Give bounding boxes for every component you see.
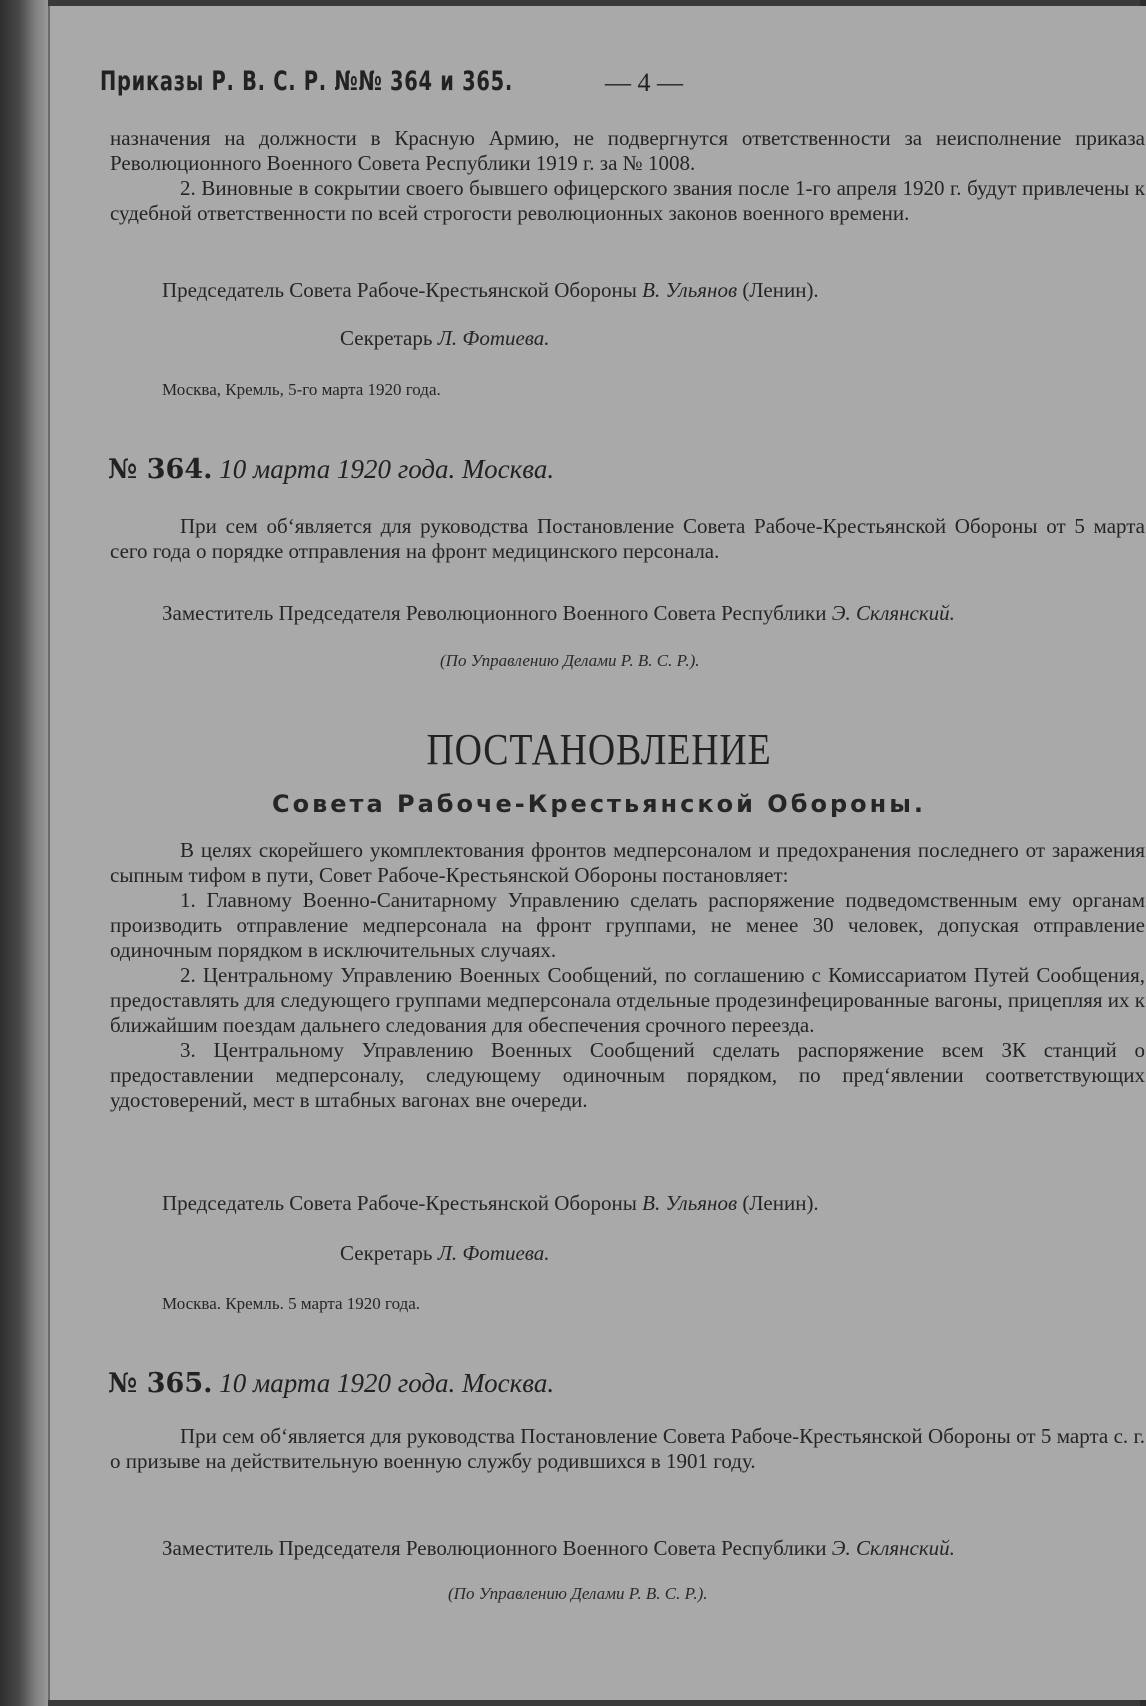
binding-edge bbox=[0, 0, 48, 1706]
chairman-name: В. Ульянов bbox=[642, 1191, 738, 1215]
resolution-point-1: 1. Главному Военно-Санитарному Управлению сделать распоряжение подведомственным ему органам производить отправление медперсонала на фронт группами, не менее 30 человек, допуская отправление одиночным порядком в исключительных случаях. bbox=[110, 888, 1145, 962]
order-365-deputy-signature: Заместитель Председателя Революционного Военного Совета Республики Э. Склянский. bbox=[162, 1536, 955, 1560]
order-364-management: (По Управлению Делами Р. В. С. Р.). bbox=[440, 651, 700, 670]
resolution-body bbox=[110, 838, 1145, 1113]
resolution-title: ПОСТАНОВЛЕНИЕ bbox=[426, 725, 772, 774]
intro-place-date: Москва, Кремль, 5-го марта 1920 года. bbox=[162, 380, 441, 399]
order-364-date: 10 марта 1920 года. Москва. bbox=[219, 454, 555, 484]
intro-secretary-signature: Секретарь Л. Фотиева. bbox=[340, 326, 550, 350]
order-365-management: (По Управлению Делами Р. В. С. Р.). bbox=[448, 1584, 708, 1603]
secretary-name: Л. Фотиева. bbox=[437, 326, 550, 350]
resolution-point-2: 2. Центральному Управлению Военных Сообщений, по соглашению с Комиссариатом Путей Сообщения, предоставлять для следующего группами медперсонала отдельные продезинфецированные вагоны, прицепляя их к ближайшим поездам дальнего следования для обеспечения срочного переезда. bbox=[110, 963, 1145, 1037]
order-364-number: № 364. bbox=[108, 454, 213, 485]
continuation-paragraph: назначения на должности в Красную Армию, не подвергнутся ответственности за неисполнение приказа Революционного Военного Совета Республики 1919 г. за № 1008. bbox=[110, 126, 1145, 175]
secretary-name: Л. Фотиева. bbox=[437, 1241, 550, 1265]
order-365-heading bbox=[108, 1368, 554, 1399]
intro-chairman-signature: Председатель Совета Рабоче-Крестьянской Обороны В. Ульянов (Ленин). bbox=[162, 278, 819, 302]
page-number: — 4 — bbox=[605, 68, 683, 97]
resolution-place-date: Москва. Кремль. 5 марта 1920 года. bbox=[162, 1294, 421, 1313]
chairman-name: В. Ульянов bbox=[642, 278, 738, 302]
order-364-deputy-signature: Заместитель Председателя Революционного Военного Совета Республики Э. Склянский. bbox=[162, 601, 955, 625]
intro-item-2: 2. Виновные в сокрытии своего бывшего офицерского звания после 1-го апреля 1920 г. будут привлечены к судебной ответственности по всей строгости революционных законов военного времени. bbox=[110, 176, 1145, 225]
document-page bbox=[48, 6, 1146, 1700]
order-365-date: 10 марта 1920 года. Москва. bbox=[219, 1368, 555, 1398]
deputy-name: Э. Склянский. bbox=[831, 601, 955, 625]
order-364-body: При сем об‘является для руководства Постановление Совета Рабоче-Крестьянской Обороны от 5 марта сего года о порядке отправления на фронт медицинского персонала. bbox=[110, 514, 1145, 563]
resolution-point-3: 3. Центральному Управлению Военных Сообщений сделать распоряжение всем ЗК станций о предоставлении медперсоналу, следующему одиночным порядком, по пред‘явлении соответствующих удостоверений, мест в штабных вагонах вне очереди. bbox=[110, 1038, 1145, 1112]
resolution-subtitle: Совета Рабоче-Крестьянской Обороны. bbox=[271, 790, 927, 818]
order-364-heading bbox=[108, 454, 554, 485]
header-title: Приказы Р. В. С. Р. №№ 364 и 365. bbox=[100, 66, 513, 97]
deputy-name: Э. Склянский. bbox=[831, 1536, 955, 1560]
running-header bbox=[100, 66, 1100, 102]
order-365-body: При сем об‘является для руководства Постановление Совета Рабоче-Крестьянской Обороны от 5 марта с. г. о призыве на действительную военную службу родившихся в 1901 году. bbox=[110, 1424, 1145, 1473]
resolution-secretary-signature: Секретарь Л. Фотиева. bbox=[340, 1241, 550, 1265]
intro-block bbox=[110, 126, 1145, 226]
resolution-chairman-signature: Председатель Совета Рабоче-Крестьянской Обороны В. Ульянов (Ленин). bbox=[162, 1191, 819, 1215]
resolution-preamble: В целях скорейшего укомплектования фронтов медперсоналом и предохранения последнего от заражения сыпным тифом в пути, Совет Рабоче-Крестьянской Обороны постановляет: bbox=[110, 838, 1145, 887]
order-365-number: № 365. bbox=[108, 1368, 213, 1399]
